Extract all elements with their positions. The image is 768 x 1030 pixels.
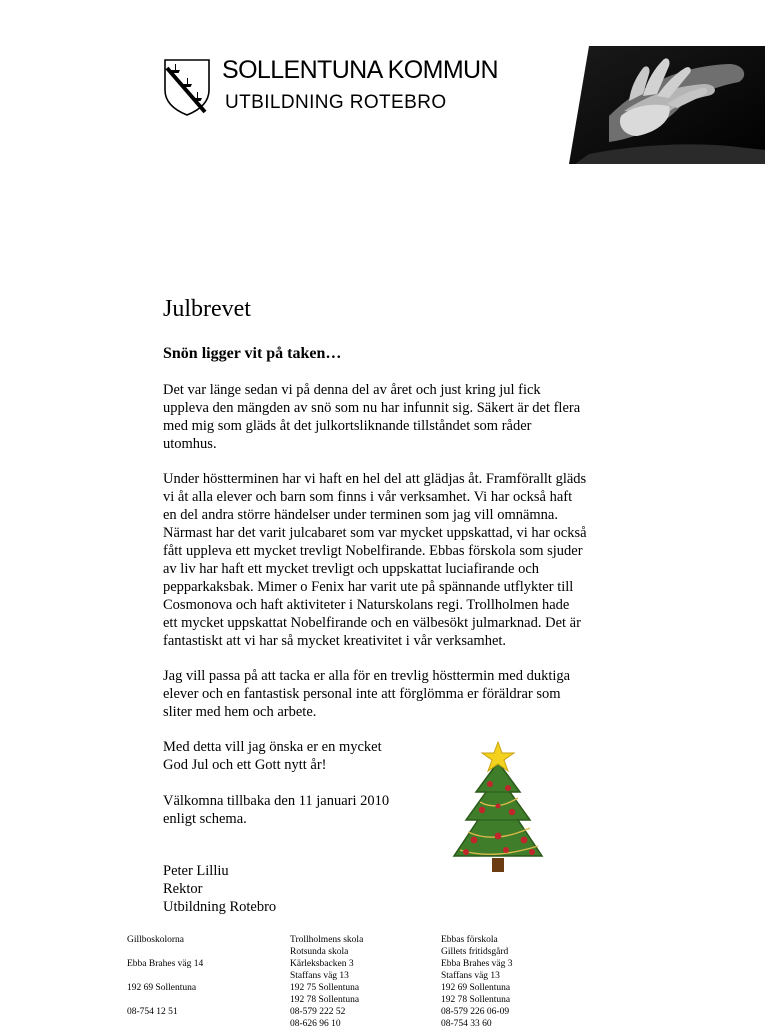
footer-line: Trollholmens skola: [290, 935, 364, 945]
text-line: Välkomna tillbaka den 11 januari 2010: [163, 793, 390, 809]
footer-line: Rotsunda skola: [290, 947, 349, 957]
text-line: utomhus.: [163, 436, 217, 452]
text-line: sliter med hem och arbete.: [163, 704, 317, 720]
footer-line: Gillboskolorna: [127, 935, 184, 945]
text-line: enligt schema.: [163, 811, 247, 827]
footer-line: 192 75 Sollentuna: [290, 983, 360, 993]
footer-address-trollholmen-rotsunda: [290, 934, 363, 1030]
hands-photo: [569, 46, 765, 164]
text-line: en del andra större händelser under terminen som jag vill omnämna.: [163, 507, 558, 523]
footer-address-gillboskolorna: [127, 934, 203, 1018]
footer-line: 192 78 Sollentuna: [290, 995, 360, 1005]
signature-unit: Utbildning Rotebro: [163, 899, 277, 915]
footer-line: [127, 946, 203, 958]
organization-subtitle: UTBILDNING ROTEBRO: [225, 92, 447, 113]
organization-name: SOLLENTUNA KOMMUN: [222, 56, 498, 84]
footer-line: Staffans väg 13: [441, 971, 500, 981]
paragraph-thanks: [163, 667, 623, 721]
footer-line: Staffans väg 13: [290, 971, 349, 981]
text-line: Jag vill passa på att tacka er alla för en trevlig hösttermin med duktiga: [163, 668, 571, 684]
footer-line: 08-754 33 60: [441, 1019, 492, 1029]
coat-of-arms-logo: [163, 58, 211, 116]
christmas-tree-icon: [446, 740, 550, 880]
footer-line: 08-579 222 52: [290, 1007, 346, 1017]
footer-address-ebbas-gillet: [441, 934, 513, 1030]
paragraph-intro: [163, 381, 623, 453]
footer-line: 08-579 226 06-09: [441, 1007, 510, 1017]
text-line: med mig som gläds åt det julkortsliknande tillståndet som råder: [163, 418, 532, 434]
text-line: av liv har haft ett mycket trevligt och uppskattat luciafirande och: [163, 561, 540, 577]
signature-block: [163, 862, 623, 916]
footer-line: Ebba Brahes väg 14: [127, 959, 204, 969]
text-line: fått uppleva ett mycket trevligt Nobelfirande. Ebbas förskola som sjuder: [163, 543, 583, 559]
footer-line: Ebbas förskola: [441, 935, 498, 945]
text-line: fantastiskt att vi har så mycket kreativitet i vår verksamhet.: [163, 633, 507, 649]
footer-line: 192 69 Sollentuna: [441, 983, 511, 993]
text-line: elever och en fantastisk personal inte att förglömma er föräldrar som: [163, 686, 561, 702]
text-line: uppleva den mängden av snö som nu har infunnit sig. Säkert är det flera: [163, 400, 581, 416]
footer-line: Kärleksbacken 3: [290, 959, 354, 969]
paragraph-term-events: [163, 470, 623, 650]
footer-line: 192 78 Sollentuna: [441, 995, 511, 1005]
text-line: vi åt alla elever och barn som finns i vår verksamhet. Vi har också haft: [163, 489, 573, 505]
signature-title: Rektor: [163, 881, 203, 897]
footer-line: [127, 994, 203, 1006]
text-line: Med detta vill jag önska er en mycket: [163, 739, 382, 755]
text-line: Närmast har det varit julcabaret som var mycket uppskattad, vi har också: [163, 525, 587, 541]
text-line: Cosmonova och haft aktiviteter i Naturskolans regi. Trollholmen hade: [163, 597, 570, 613]
text-line: Det var länge sedan vi på denna del av året och just kring jul fick: [163, 382, 541, 398]
footer-line: 08-626 96 10: [290, 1019, 341, 1029]
text-line: God Jul och ett Gott nytt år!: [163, 757, 327, 773]
footer-line: Gillets fritidsgård: [441, 947, 509, 957]
footer-line: 08-754 12 51: [127, 1007, 178, 1017]
footer-line: [127, 970, 203, 982]
letter-title: Julbrevet: [163, 296, 251, 322]
paragraph-greeting: [163, 738, 623, 774]
letter-subtitle: Snön ligger vit på taken…: [163, 345, 342, 362]
text-line: pepparkaksbak. Mimer o Fenix har varit ute på spännande utflykter till: [163, 579, 574, 595]
paragraph-welcome-back: [163, 792, 623, 828]
signature-name: Peter Lilliu: [163, 863, 229, 879]
text-line: Under höstterminen har vi haft en hel del att glädjas åt. Framförallt gläds: [163, 471, 587, 487]
footer-line: 192 69 Sollentuna: [127, 983, 197, 993]
footer-line: Ebba Brahes väg 3: [441, 959, 513, 969]
text-line: ett mycket uppskattat Nobelfirande och en välbesökt julmarknad. Det är: [163, 615, 581, 631]
